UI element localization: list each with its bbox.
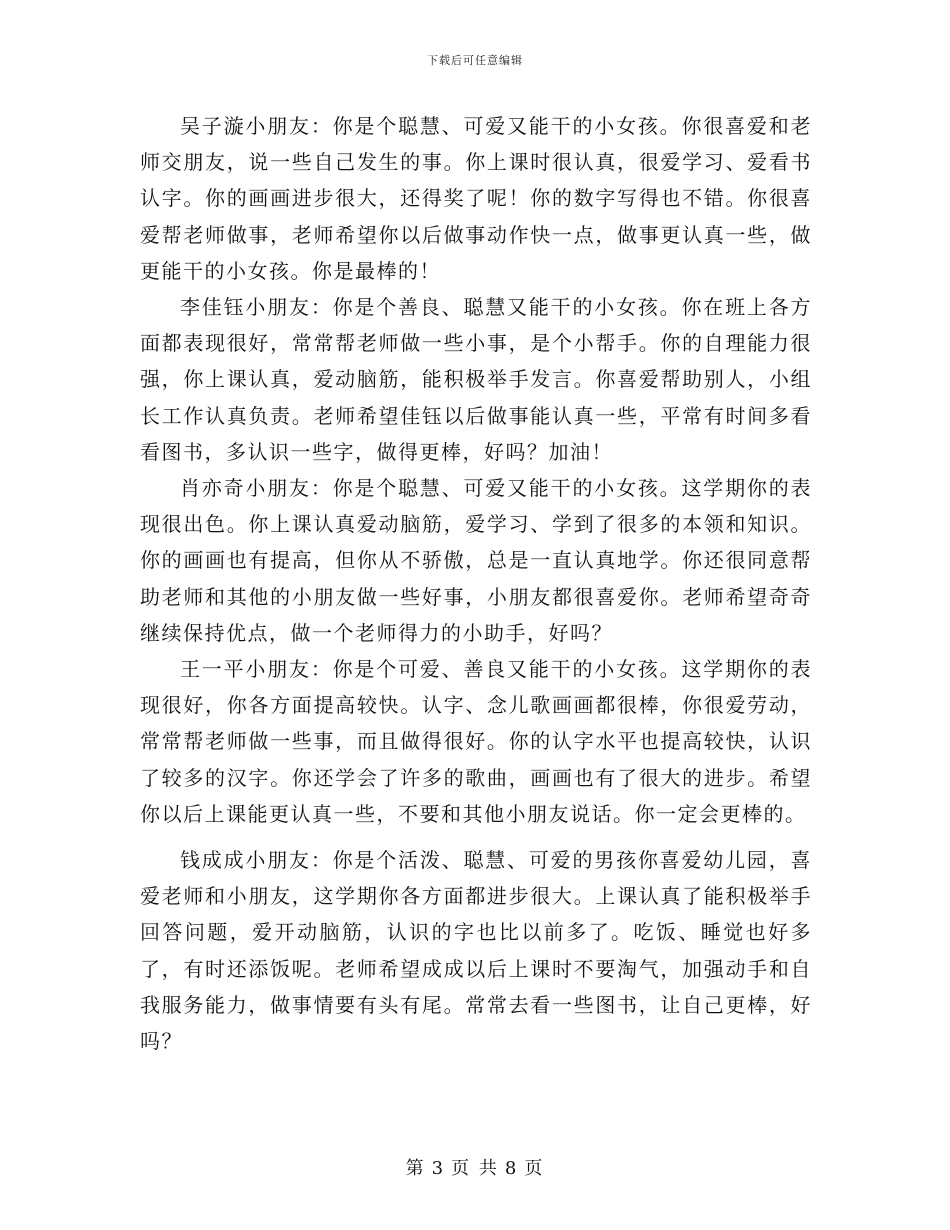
footer-total-pages: 8	[504, 1158, 519, 1179]
document-body	[140, 108, 812, 1059]
paragraph-li-jiayu: 李佳钰小朋友：你是个善良、聪慧又能干的小女孩。你在班上各方面都表现很好，常常帮老师做一些小事，是个小帮手。你的自理能力很强，你上课认真，爱动脑筋，能积极举手发言。你喜爱帮助别人，小组长工作认真负责。老师希望佳钰以后做事能认真一些，平常有时间多看看图书，多认识一些字，做得更棒，好吗？加油！	[140, 295, 812, 464]
footer-middle: 页 共	[451, 1158, 499, 1179]
footer-current-page: 3	[431, 1158, 446, 1179]
paragraph-wu-zixuan: 吴子漩小朋友：你是个聪慧、可爱又能干的小女孩。你很喜爱和老师交朋友，说一些自己发生的事。你上课时很认真，很爱学习、爱看书认字。你的画画进步很大，还得奖了呢！你的数字写得也不错。你很喜爱帮老师做事，老师希望你以后做事动作快一点，做事更认真一些，做更能干的小女孩。你是最棒的！	[140, 114, 812, 283]
footer-suffix: 页	[524, 1158, 545, 1179]
page-footer	[0, 1154, 950, 1180]
footer-prefix: 第	[405, 1158, 426, 1179]
paragraph-wang-yiping: 王一平小朋友：你是个可爱、善良又能干的小女孩。这学期你的表现很好，你各方面提高较快。认字、念儿歌画画都很棒，你很爱劳动，常常帮老师做一些事，而且做得很好。你的认字水平也提高较快，认识了较多的汉字。你还学会了许多的歌曲，画画也有了很大的进步。希望你以后上课能更认真一些，不要和其他小朋友说话。你一定会更棒的。	[140, 657, 812, 826]
page-header: 下载后可任意编辑	[427, 54, 523, 67]
paragraph-xiao-yiqi: 肖亦奇小朋友：你是个聪慧、可爱又能干的小女孩。这学期你的表现很出色。你上课认真爱动脑筋，爱学习、学到了很多的本领和知识。你的画画也有提高，但你从不骄傲，总是一直认真地学。你还很同意帮助老师和其他的小朋友做一些好事，小朋友都很喜爱你。老师希望奇奇继续保持优点，做一个老师得力的小助手，好吗？	[140, 476, 812, 645]
paragraph-qian-chengcheng: 钱成成小朋友：你是个活泼、聪慧、可爱的男孩你喜爱幼儿园，喜爱老师和小朋友，这学期你各方面都进步很大。上课认真了能积极举手回答问题，爱开动脑筋，认识的字也比以前多了。吃饭、睡觉也好多了，有时还添饭呢。老师希望成成以后上课时不要淘气，加强动手和自我服务能力，做事情要有头有尾。常常去看一些图书，让自己更棒，好吗？	[140, 848, 812, 1054]
